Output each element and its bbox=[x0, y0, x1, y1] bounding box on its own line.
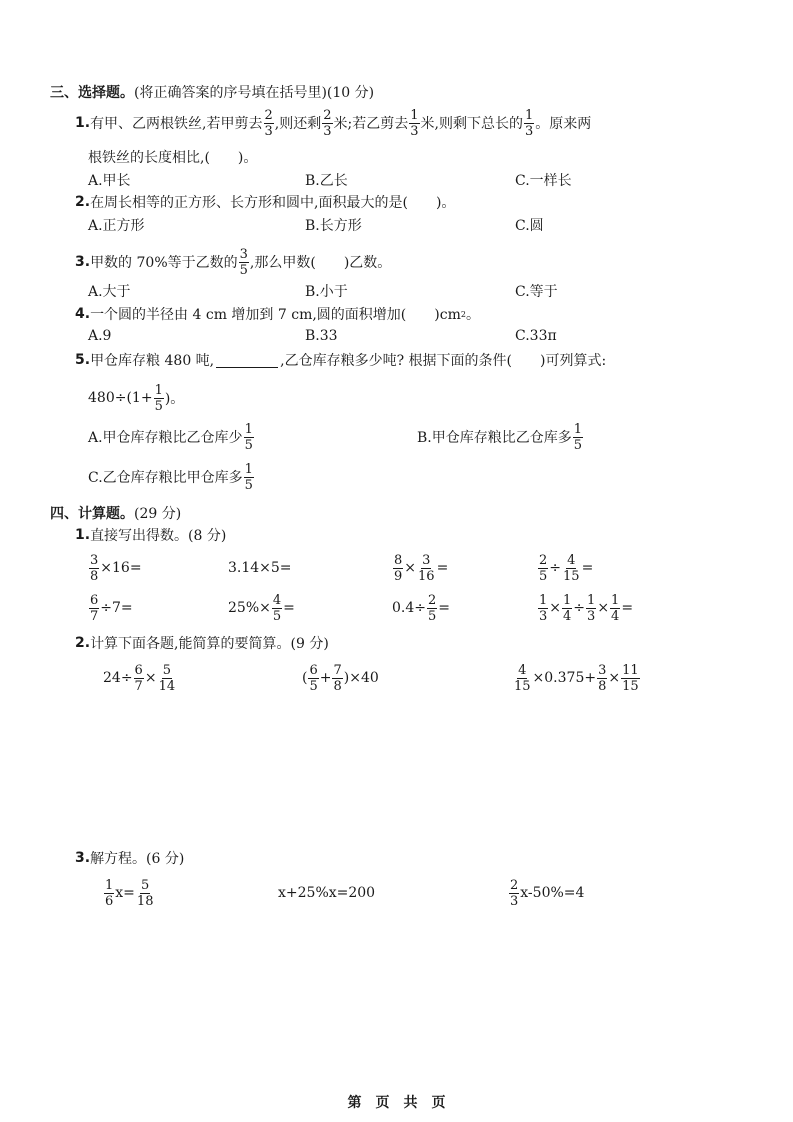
numerator: 1 bbox=[524, 107, 534, 123]
text: 480÷(1+ bbox=[88, 390, 153, 406]
fill-blank bbox=[216, 353, 278, 368]
denominator: 5 bbox=[428, 608, 437, 624]
text: B.长方形 bbox=[305, 218, 362, 234]
bold-text: 2. bbox=[75, 635, 91, 651]
fraction bbox=[393, 553, 403, 584]
fraction bbox=[322, 108, 332, 139]
text: + bbox=[319, 670, 332, 686]
text: = bbox=[581, 560, 594, 576]
page-footer: 第 页 共 页 bbox=[347, 1095, 446, 1111]
text: = bbox=[621, 600, 634, 616]
text: C.等于 bbox=[515, 284, 558, 300]
denominator: 7 bbox=[134, 678, 143, 694]
text: 。 bbox=[465, 307, 480, 323]
expression bbox=[537, 588, 633, 628]
text: ÷ bbox=[549, 560, 562, 576]
text: C.圆 bbox=[515, 218, 544, 234]
text: ÷7= bbox=[100, 600, 133, 616]
text: ,则还剩 bbox=[274, 116, 322, 132]
fraction bbox=[524, 108, 534, 139]
fraction bbox=[427, 593, 437, 624]
expression bbox=[228, 548, 292, 588]
option-a bbox=[88, 417, 255, 457]
fraction bbox=[621, 663, 640, 694]
text: A.甲仓库存粮比乙仓库少 bbox=[88, 430, 243, 446]
expression bbox=[88, 548, 142, 588]
fraction bbox=[308, 663, 318, 694]
text: = bbox=[438, 600, 451, 616]
fraction bbox=[239, 247, 249, 278]
fraction bbox=[597, 663, 607, 694]
numerator: 8 bbox=[394, 552, 403, 568]
denominator: 7 bbox=[90, 608, 99, 624]
fraction bbox=[244, 462, 254, 493]
numerator: 1 bbox=[587, 592, 596, 608]
bold-text: 1. bbox=[75, 527, 91, 543]
denominator: 8 bbox=[90, 568, 99, 584]
numerator: 6 bbox=[309, 662, 318, 678]
fraction bbox=[538, 553, 548, 584]
text: × bbox=[608, 670, 621, 686]
bold-text: 3. bbox=[75, 850, 91, 866]
numerator: 6 bbox=[134, 662, 143, 678]
text: 直接写出得数。(8 分) bbox=[90, 528, 227, 544]
text: 米;若乙剪去 bbox=[333, 116, 409, 132]
text: A.正方形 bbox=[88, 218, 145, 234]
fraction bbox=[538, 593, 548, 624]
text: = bbox=[436, 560, 449, 576]
numerator: 2 bbox=[539, 552, 548, 568]
denominator: 5 bbox=[244, 477, 253, 493]
part-3-title bbox=[75, 838, 184, 878]
denominator: 4 bbox=[563, 608, 572, 624]
text: A.甲长 bbox=[88, 173, 131, 189]
text: )×40 bbox=[343, 670, 379, 686]
text: 米,则剩下总长的 bbox=[420, 116, 523, 132]
fraction bbox=[89, 553, 99, 584]
numerator: 7 bbox=[333, 662, 342, 678]
fraction bbox=[154, 383, 164, 414]
text: ×16= bbox=[100, 560, 142, 576]
option-c bbox=[88, 457, 255, 497]
expression bbox=[88, 588, 133, 628]
text: x= bbox=[115, 885, 135, 901]
denominator: 3 bbox=[587, 608, 596, 624]
text: (将正确答案的序号填在括号里)(10 分) bbox=[134, 85, 375, 101]
numerator: 4 bbox=[567, 552, 576, 568]
text: 甲仓库存粮 480 吨, bbox=[90, 353, 215, 369]
text: )。 bbox=[164, 391, 185, 407]
expression bbox=[103, 658, 177, 698]
text: B.甲仓库存粮比乙仓库多 bbox=[417, 430, 572, 446]
text: B.33 bbox=[305, 328, 338, 344]
text: B.小于 bbox=[305, 284, 348, 300]
bold-text: 3. bbox=[75, 254, 91, 270]
denominator: 4 bbox=[611, 608, 620, 624]
option-b bbox=[417, 417, 584, 457]
denominator: 15 bbox=[622, 678, 639, 694]
numerator: 1 bbox=[563, 592, 572, 608]
text: 有甲、乙两根铁丝,若甲剪去 bbox=[90, 116, 263, 132]
fraction bbox=[158, 663, 177, 694]
numerator: 1 bbox=[611, 592, 620, 608]
denominator: 6 bbox=[105, 893, 114, 909]
text: 3.14×5= bbox=[228, 560, 292, 576]
numerator: 3 bbox=[422, 552, 431, 568]
numerator: 4 bbox=[518, 662, 527, 678]
text: A.9 bbox=[88, 328, 112, 344]
text: 计算下面各题,能简算的要简算。(9 分) bbox=[90, 636, 329, 652]
expression bbox=[392, 588, 450, 628]
equation bbox=[278, 873, 375, 913]
fraction bbox=[409, 108, 419, 139]
denominator: 3 bbox=[524, 123, 534, 139]
denominator: 18 bbox=[136, 893, 154, 909]
numerator: 5 bbox=[141, 877, 150, 893]
denominator: 16 bbox=[418, 568, 435, 584]
denominator: 8 bbox=[598, 678, 607, 694]
numerator: 11 bbox=[622, 662, 639, 678]
numerator: 1 bbox=[573, 421, 583, 437]
fraction bbox=[513, 663, 532, 694]
bold-text: 4. bbox=[75, 306, 91, 322]
text: 解方程。(6 分) bbox=[90, 851, 185, 867]
bold-text: 三、选择题。 bbox=[50, 85, 134, 101]
text: C.一样长 bbox=[515, 173, 572, 189]
fraction bbox=[586, 593, 596, 624]
fraction bbox=[272, 593, 282, 624]
fraction bbox=[417, 553, 436, 584]
option-c bbox=[515, 271, 558, 311]
numerator: 1 bbox=[539, 592, 548, 608]
text: ,乙仓库存粮多少吨? 根据下面的条件( )可列算式: bbox=[280, 353, 607, 369]
text: × bbox=[597, 600, 610, 616]
denominator: 5 bbox=[309, 678, 318, 694]
fraction bbox=[562, 593, 572, 624]
numerator: 1 bbox=[154, 382, 163, 398]
denominator: 15 bbox=[514, 678, 531, 694]
question-5 bbox=[75, 340, 606, 380]
text: 25%× bbox=[228, 600, 271, 616]
text: x+25%x=200 bbox=[278, 885, 376, 901]
bold-text: 四、计算题。 bbox=[50, 506, 134, 522]
text: ( bbox=[302, 670, 308, 686]
option-a bbox=[88, 205, 145, 245]
fraction bbox=[332, 663, 342, 694]
numerator: 3 bbox=[90, 552, 99, 568]
option-c bbox=[515, 160, 572, 200]
denominator: 9 bbox=[394, 568, 403, 584]
option-b bbox=[305, 205, 362, 245]
fraction bbox=[562, 553, 581, 584]
fraction bbox=[89, 593, 99, 624]
denominator: 3 bbox=[264, 123, 273, 139]
text: × bbox=[549, 600, 562, 616]
denominator: 3 bbox=[410, 123, 419, 139]
bold-text: 1. bbox=[75, 115, 91, 131]
superscript: 2 bbox=[460, 309, 466, 319]
denominator: 3 bbox=[539, 608, 548, 624]
numerator: 2 bbox=[323, 107, 332, 123]
numerator: 1 bbox=[244, 461, 253, 477]
fraction bbox=[573, 422, 583, 453]
text: 一个圆的半径由 4 cm 增加到 7 cm,圆的面积增加( )cm bbox=[90, 307, 461, 323]
numerator: 1 bbox=[244, 421, 253, 437]
part-2-title bbox=[75, 623, 329, 663]
numerator: 3 bbox=[598, 662, 607, 678]
expression bbox=[392, 548, 448, 588]
text: ,那么甲数( )乙数。 bbox=[249, 255, 392, 271]
numerator: 2 bbox=[510, 877, 519, 893]
denominator: 5 bbox=[539, 568, 548, 584]
denominator: 5 bbox=[239, 262, 248, 278]
denominator: 5 bbox=[573, 437, 583, 453]
equation bbox=[508, 873, 584, 913]
denominator: 15 bbox=[563, 568, 580, 584]
fraction bbox=[509, 878, 519, 909]
text: 24÷ bbox=[103, 670, 133, 686]
text: ÷ bbox=[573, 600, 586, 616]
text: C.乙仓库存粮比甲仓库多 bbox=[88, 470, 243, 486]
text: 在周长相等的正方形、长方形和圆中,面积最大的是( )。 bbox=[90, 195, 456, 211]
numerator: 2 bbox=[264, 107, 273, 123]
denominator: 5 bbox=[272, 608, 282, 624]
numerator: 1 bbox=[410, 107, 419, 123]
text: 甲数的 70%等于乙数的 bbox=[90, 255, 238, 271]
fraction bbox=[134, 663, 144, 694]
fraction bbox=[610, 593, 620, 624]
denominator: 8 bbox=[333, 678, 342, 694]
numerator: 1 bbox=[105, 877, 114, 893]
text: 0.4÷ bbox=[392, 600, 426, 616]
denominator: 5 bbox=[244, 437, 253, 453]
expression bbox=[512, 658, 641, 698]
expression bbox=[537, 548, 593, 588]
equation bbox=[103, 873, 155, 913]
fraction bbox=[104, 878, 114, 909]
bold-text: 5. bbox=[75, 352, 91, 368]
bold-text: 2. bbox=[75, 194, 91, 210]
denominator: 5 bbox=[154, 398, 163, 414]
text: C.33π bbox=[515, 328, 557, 344]
text: B.乙长 bbox=[305, 173, 348, 189]
text: 。原来两 bbox=[535, 116, 592, 132]
expression bbox=[228, 588, 295, 628]
numerator: 3 bbox=[239, 246, 248, 262]
text: x-50%=4 bbox=[520, 885, 585, 901]
text: = bbox=[283, 600, 295, 616]
numerator: 4 bbox=[272, 592, 282, 608]
text: × bbox=[144, 670, 157, 686]
numerator: 5 bbox=[162, 662, 171, 678]
expression bbox=[302, 658, 379, 698]
denominator: 3 bbox=[510, 893, 519, 909]
fraction bbox=[136, 878, 155, 909]
denominator: 3 bbox=[323, 123, 332, 139]
question-4 bbox=[75, 294, 480, 334]
question-5-formula bbox=[88, 378, 184, 418]
text: ×0.375+ bbox=[532, 670, 597, 686]
text: 根铁丝的长度相比,( )。 bbox=[88, 150, 258, 166]
option-c bbox=[515, 205, 544, 245]
fraction bbox=[244, 422, 254, 453]
numerator: 6 bbox=[90, 592, 99, 608]
text: × bbox=[404, 560, 417, 576]
text: (29 分) bbox=[134, 506, 182, 522]
fraction bbox=[264, 108, 274, 139]
text: A.大于 bbox=[88, 284, 131, 300]
numerator: 2 bbox=[428, 592, 437, 608]
denominator: 14 bbox=[158, 678, 176, 694]
